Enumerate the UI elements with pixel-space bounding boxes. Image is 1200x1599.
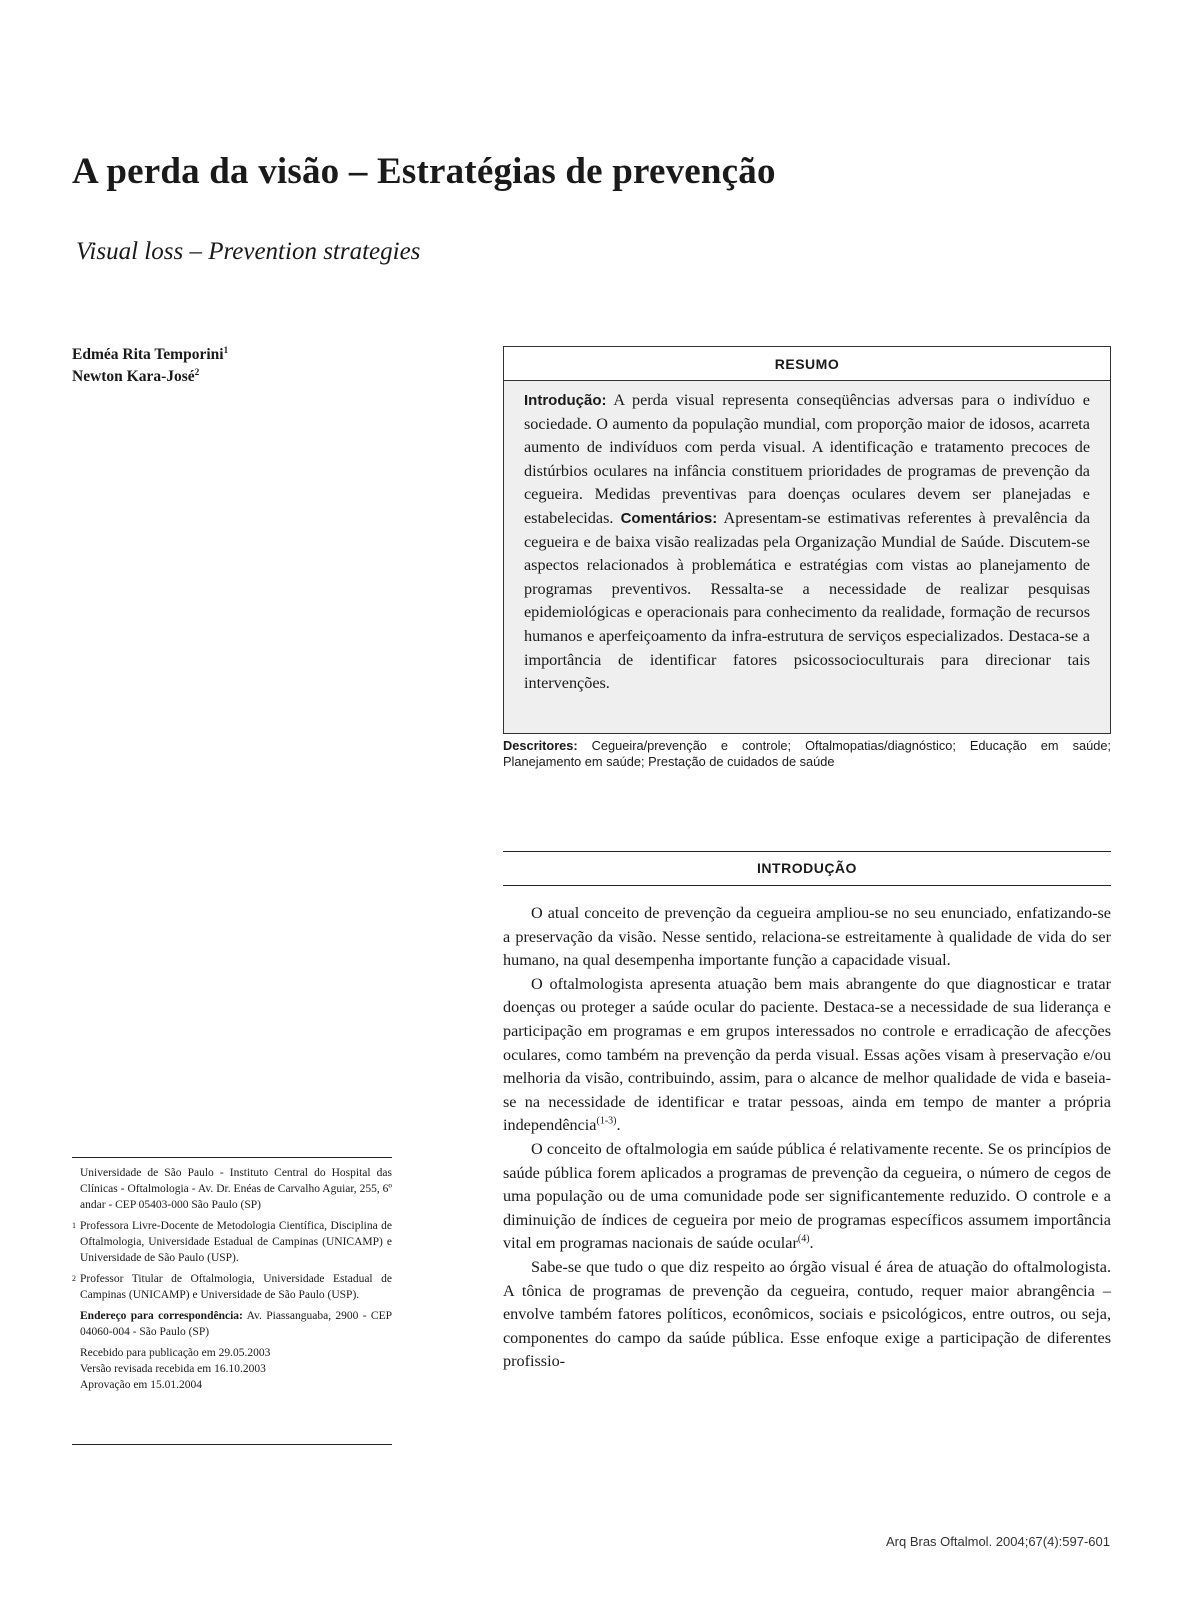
keywords (503, 738, 1111, 769)
footnote-divider (72, 1157, 392, 1158)
revised-date: Versão revisada recebida em 16.10.2003 (80, 1363, 266, 1375)
keywords-text: Cegueira/prevenção e controle; Oftalmopatias/diagnóstico; Educação em saúde; Planejamento em saúde; Prestação de cuidados de saúde (503, 738, 1111, 769)
footnote-mark: 2 (72, 1274, 76, 1283)
approved-date: Aprovação em 15.01.2004 (80, 1379, 202, 1391)
paragraph: Sabe-se que tudo o que diz respeito ao órgão visual é área de atuação do oftalmologista. A tônica de programas de prevenção da cegueira, contudo, requer maior abrangência – envolve também fatores políticos, econômicos, sociais e psicológicos, entre outros, ou seja, componentes do campo da saúde pública. Esse enfoque exige a participação de diferentes profissio- (503, 1257, 1111, 1371)
keywords-label: Descritores: (503, 738, 578, 753)
paragraph (503, 973, 1111, 1138)
paragraph (503, 1138, 1111, 1256)
author-affiliation-mark: 1 (223, 344, 229, 355)
footnote-mark: 1 (72, 1221, 76, 1230)
article-subtitle: Visual loss – Prevention strategies (76, 238, 421, 265)
address-label: Endereço para correspondência: (80, 1310, 243, 1322)
address-text: Av. Piassanguaba, 2900 - CEP 04060-004 - São Paulo (SP) (80, 1310, 393, 1338)
abstract-heading: RESUMO (504, 347, 1110, 381)
paragraph: O atual conceito de prevenção da cegueira ampliou-se no seu enunciado, enfatizando-se a preservação da visão. Nesse sentido, relaciona-se estreitamente à qualidade de vida do ser humano, na qual desempenha importante função a capacidade visual. (503, 904, 1111, 970)
author-name: Newton Kara-José (72, 368, 195, 385)
footnote-address (80, 1308, 392, 1340)
footnote-institution: Universidade de São Paulo - Instituto Central do Hospital das Clínicas - Oftalmologia - Av. Dr. Enéas de Carvalho Aguiar, 255, 6º andar - CEP 05403-000 São Paulo (SP) (80, 1167, 392, 1211)
paragraph-text: O oftalmologista apresenta atuação bem mais abrangente do que diagnosticar e tratar doenças ou proteger a saúde ocular do paciente. Destaca-se a necessidade de sua liderança e participação em programas e em grupos interessados no controle e erradicação de afecções oculares, como também na prevenção da perda visual. Essas ações visam à preservação e/ou melhoria da visão, contribuindo, assim, para o alcance de melhor qualidade de vida e baseia-se na necessidade de identificar e tratar pessoas, ainda em tempo de manter a própria independência (503, 974, 1111, 1135)
abstract-body (504, 381, 1110, 696)
received-date: Recebido para publicação em 29.05.2003 (80, 1347, 271, 1359)
reference-mark: (4) (797, 1233, 810, 1245)
paragraph-end: . (809, 1234, 814, 1253)
reference-mark: (1-3) (596, 1115, 617, 1127)
paragraph-text: O conceito de oftalmologia em saúde pública é relativamente recente. Se os princípios de saúde pública forem aplicados a programas de prevenção da cegueira, o número de cegos de uma população ou de uma comunidade pode ser significantemente reduzido. O controle e a diminuição de índices de cegueira por meio de programas específicos assumem importância vital em programas nacionais de saúde ocular (503, 1139, 1111, 1253)
footnote (72, 1271, 392, 1303)
abstract-box (503, 346, 1111, 734)
introduction-body (503, 902, 1111, 1374)
footnote (72, 1218, 392, 1266)
article-title: A perda da visão – Estratégias de prevenção (72, 151, 776, 192)
footnote-divider (72, 1444, 392, 1445)
section-heading-introduction: INTRODUÇÃO (757, 860, 857, 876)
author (72, 366, 472, 388)
footnote-text: Professora Livre-Docente de Metodologia Científica, Disciplina de Oftalmologia, Universidade Estadual de Campinas (UNICAMP) e Universidade de São Paulo (USP). (80, 1220, 392, 1264)
section-divider (503, 851, 1111, 852)
section-divider (503, 885, 1111, 886)
journal-citation: Arq Bras Oftalmol. 2004;67(4):597-601 (885, 1534, 1110, 1549)
footnotes (72, 1165, 393, 1393)
abstract-intro-text: A perda visual representa conseqüências adversas para o indivíduo e sociedade. O aumento da população mundial, com proporção maior de idosos, acarreta aumento de indivíduos com perda visual. A identificação e tratamento precoces de distúrbios oculares na infância constituem prioridades de programas de prevenção da cegueira. Medidas preventivas para doenças oculares devem ser planejadas e estabelecidas. (524, 391, 1090, 527)
footnote-text: Professor Titular de Oftalmologia, Universidade Estadual de Campinas (UNICAMP) e Universidade de São Paulo (USP). (80, 1273, 392, 1301)
author-name: Edméa Rita Temporini (72, 346, 224, 363)
abstract-comments-label: Comentários: (620, 509, 718, 527)
author-affiliation-mark: 2 (194, 366, 200, 377)
paragraph-end: . (616, 1116, 621, 1135)
author-list (72, 344, 472, 388)
author (72, 344, 472, 366)
abstract-comments-text: Apresentam-se estimativas referentes à prevalência da cegueira e de baixa visão realizadas pela Organização Mundial de Saúde. Discutem-se aspectos relacionados à problemática e estratégias com vistas ao planejamento de programas preventivos. Ressalta-se a necessidade de realizar pesquisas epidemiológicas e operacionais para conhecimento da realidade, formação de recursos humanos e aperfeiçoamento da infra-estrutura de serviços especializados. Destaca-se a importância de identificar fatores psicossocioculturais para direcionar tais intervenções. (524, 508, 1091, 693)
abstract-intro-label: Introdução: (524, 392, 607, 409)
